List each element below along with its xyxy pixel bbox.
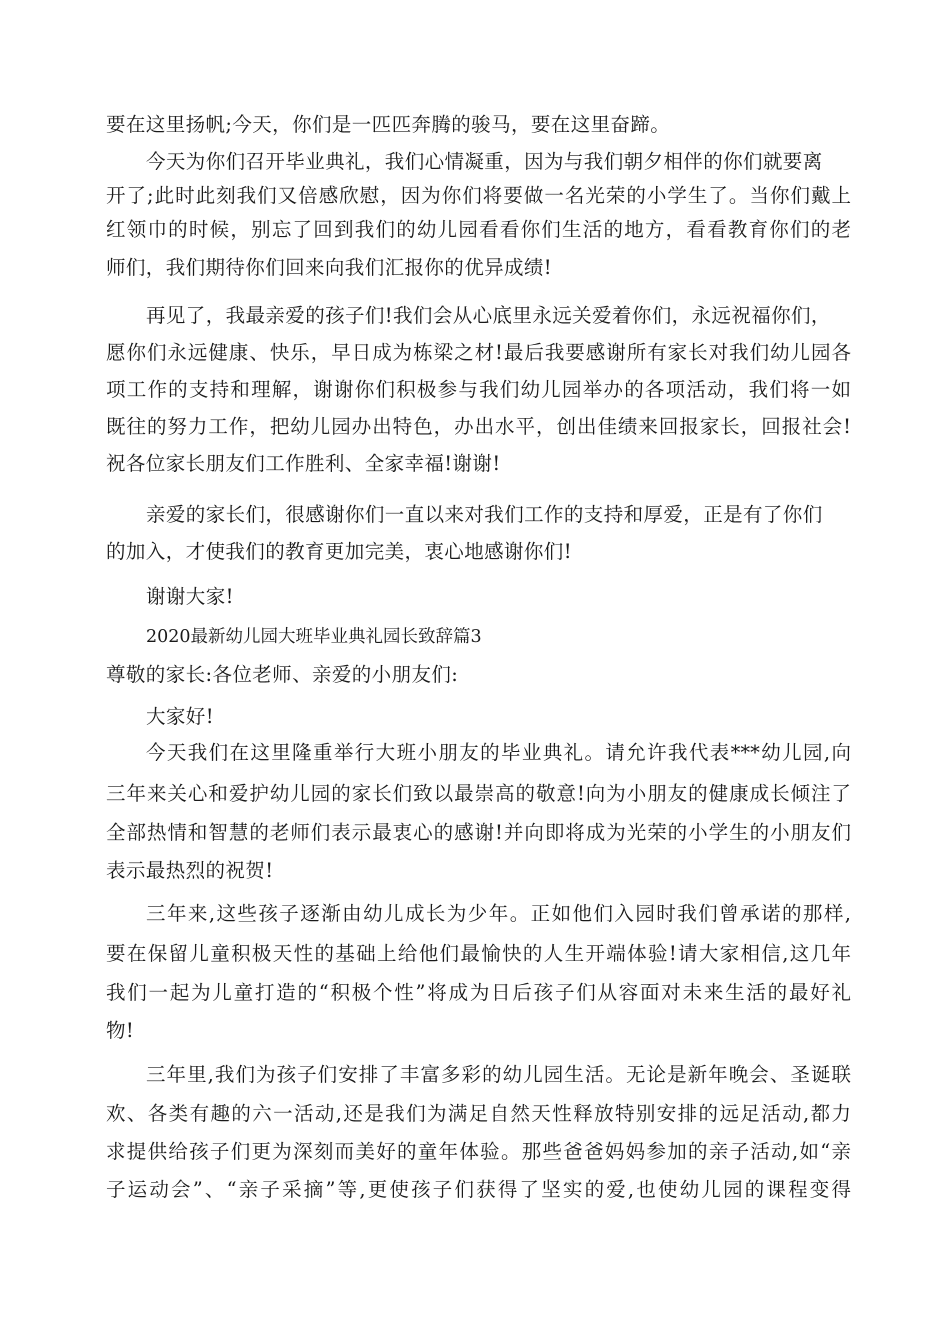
- text-line: 愿你们永远健康、快乐，早日成为栋梁之材!最后我要感谢所有家长对我们幼儿园各: [106, 341, 851, 364]
- text-line: 今天我们在这里隆重举行大班小朋友的毕业典礼。请允许我代表***幼儿园,向: [146, 741, 851, 764]
- text-line: 子运动会”、“亲子采摘”等,更使孩子们获得了坚实的爱,也使幼儿园的课程变得: [106, 1178, 851, 1201]
- text-line: 三年来,这些孩子逐渐由幼儿成长为少年。正如他们入园时我们曾承诺的那样,: [146, 902, 851, 925]
- text-line: 祝各位家长朋友们工作胜利、全家幸福!谢谢!: [106, 452, 501, 475]
- salutation: 尊敬的家长:各位老师、亲爱的小朋友们:: [106, 663, 459, 686]
- text-line: 既往的努力工作，把幼儿园办出特色，办出水平，创出佳绩来回报家长，回报社会!: [106, 415, 851, 438]
- text-line: 物!: [106, 1019, 135, 1042]
- text-line: 红领巾的时候，别忘了回到我们的幼儿园看看你们生活的地方，看看教育你们的老: [106, 218, 851, 241]
- text-line: 要在保留儿童积极天性的基础上给他们最愉快的人生开端体验!请大家相信,这几年: [106, 942, 851, 965]
- text-line: 再见了，我最亲爱的孩子们!我们会从心底里永远关爱着你们，永远祝福你们，: [146, 304, 831, 327]
- text-line: 表示最热烈的祝贺!: [106, 859, 274, 882]
- text-line: 求提供给孩子们更为深刻而美好的童年体验。那些爸爸妈妈参加的亲子活动,如“亲: [106, 1140, 851, 1163]
- text-line: 我们一起为儿童打造的“积极个性”将成为日后孩子们从容面对未来生活的最好礼: [106, 981, 851, 1004]
- text-line: 项工作的支持和理解，谢谢你们积极参与我们幼儿园举办的各项活动，我们将一如: [106, 378, 851, 401]
- text-line: 欢、各类有趣的六一活动,还是我们为满足自然天性释放特别安排的远足活动,都力: [106, 1102, 851, 1125]
- text-line: 的加入，才使我们的教育更加完美，衷心地感谢你们!: [106, 540, 572, 563]
- text-line: 三年里,我们为孩子们安排了丰富多彩的幼儿园生活。无论是新年晚会、圣诞联: [146, 1063, 851, 1086]
- section-heading: 2020最新幼儿园大班毕业典礼园长致辞篇3: [146, 627, 482, 647]
- greeting: 大家好!: [146, 705, 214, 728]
- text-line: 要在这里扬帆;今天，你们是一匹匹奔腾的骏马，要在这里奋蹄。: [106, 113, 671, 136]
- text-line: 三年来关心和爱护幼儿园的家长们致以最崇高的敬意!向为小朋友的健康成长倾注了: [106, 782, 851, 805]
- text-line: 全部热情和智慧的老师们表示最衷心的感谢!并向即将成为光荣的小学生的小朋友们: [106, 821, 851, 844]
- text-line: 开了;此时此刻我们又倍感欣慰，因为你们将要做一名光荣的小学生了。当你们戴上: [106, 184, 851, 207]
- text-line: 谢谢大家!: [146, 585, 234, 608]
- text-line: 今天为你们召开毕业典礼，我们心情凝重，因为与我们朝夕相伴的你们就要离: [146, 150, 823, 173]
- text-line: 师们，我们期待你们回来向我们汇报你的优异成绩!: [106, 256, 553, 279]
- text-line: 亲爱的家长们，很感谢你们一直以来对我们工作的支持和厚爱，正是有了你们: [146, 503, 823, 526]
